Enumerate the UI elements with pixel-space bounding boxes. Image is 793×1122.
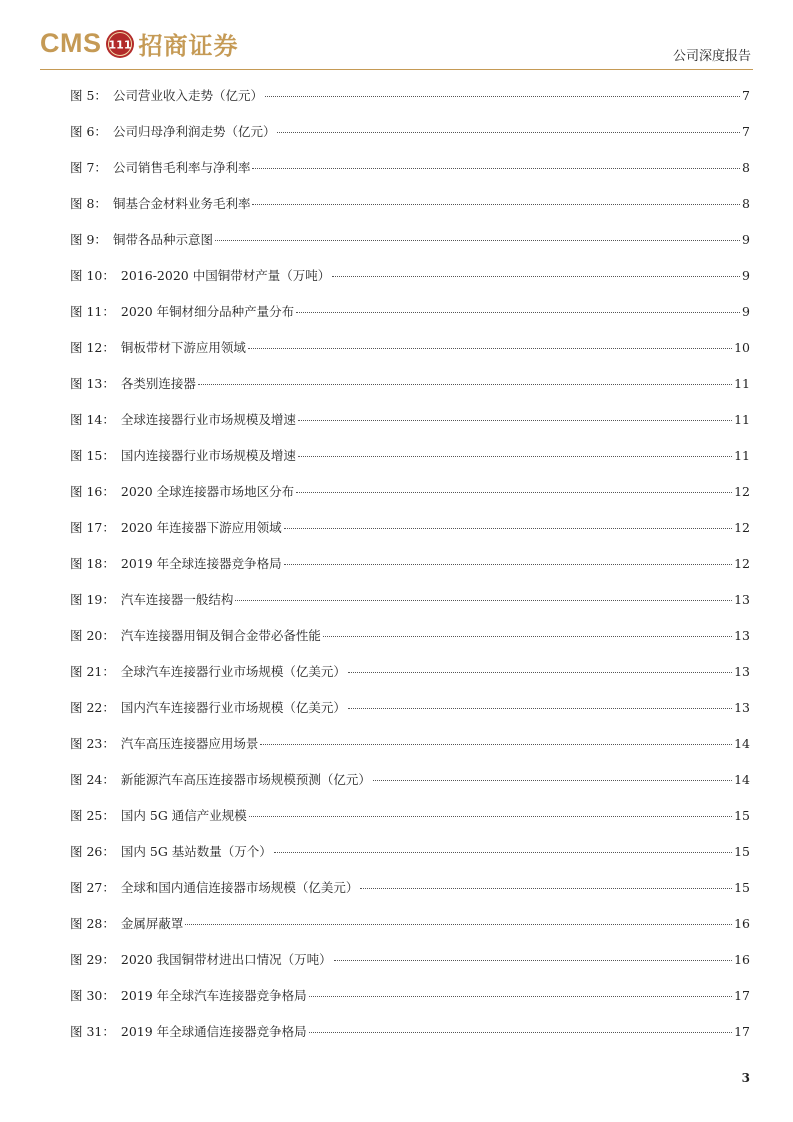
toc-entry[interactable] <box>70 622 750 658</box>
toc-dot-leader <box>323 635 732 637</box>
toc-figure-title: 2020 我国铜带材进出口情况（万吨） <box>120 952 332 967</box>
toc-entry[interactable] <box>70 298 750 334</box>
toc-figure-title: 各类别连接器 <box>120 376 196 391</box>
toc-figure-title: 全球连接器行业市场规模及增速 <box>120 412 296 427</box>
toc-entry[interactable] <box>70 370 750 406</box>
toc-entry[interactable] <box>70 514 750 550</box>
toc-dot-leader <box>252 167 740 169</box>
toc-figure-title: 汽车高压连接器应用场景 <box>120 736 259 751</box>
toc-page-number: 13 <box>734 664 750 679</box>
toc-entry[interactable] <box>70 802 750 838</box>
toc-figure-title: 铜带各品种示意图 <box>112 232 213 247</box>
toc-figure-title: 2019 年全球汽车连接器竞争格局 <box>120 988 307 1003</box>
logo-emblem-icon <box>105 29 135 59</box>
toc-page-number: 9 <box>742 304 750 319</box>
toc-entry[interactable] <box>70 694 750 730</box>
header-divider <box>40 69 753 70</box>
toc-page-number: 12 <box>734 556 750 571</box>
toc-figure-number: 图 9： <box>70 232 107 247</box>
toc-dot-leader <box>215 239 740 241</box>
toc-figure-number: 图 28： <box>70 916 115 931</box>
toc-figure-number: 图 23： <box>70 736 115 751</box>
toc-entry[interactable] <box>70 874 750 910</box>
toc-figure-title: 公司归母净利润走势（亿元） <box>112 124 276 139</box>
toc-figure-title: 汽车连接器用铜及铜合金带必备性能 <box>120 628 321 643</box>
toc-figure-title: 2020 全球连接器市场地区分布 <box>120 484 295 499</box>
toc-dot-leader <box>298 455 732 457</box>
toc-figure-title: 国内 5G 基站数量（万个） <box>120 844 272 859</box>
toc-dot-leader <box>248 347 732 349</box>
toc-figure-title: 2020 年连接器下游应用领域 <box>120 520 282 535</box>
toc-figure-number: 图 22： <box>70 700 115 715</box>
toc-figure-number: 图 21： <box>70 664 115 679</box>
toc-figure-number: 图 30： <box>70 988 115 1003</box>
toc-dot-leader <box>373 779 732 781</box>
toc-dot-leader <box>274 851 732 853</box>
toc-figure-number: 图 15： <box>70 448 115 463</box>
toc-dot-leader <box>198 383 732 385</box>
toc-dot-leader <box>296 491 732 493</box>
toc-figure-number: 图 26： <box>70 844 115 859</box>
toc-entry[interactable] <box>70 658 750 694</box>
toc-figure-title: 2019 年全球连接器竞争格局 <box>120 556 282 571</box>
toc-figure-number: 图 16： <box>70 484 115 499</box>
toc-figure-title: 2019 年全球通信连接器竞争格局 <box>120 1024 307 1039</box>
toc-page-number: 13 <box>734 628 750 643</box>
toc-figure-title: 铜板带材下游应用领域 <box>120 340 246 355</box>
toc-page-number: 8 <box>742 196 750 211</box>
toc-entry[interactable] <box>70 478 750 514</box>
toc-figure-title: 新能源汽车高压连接器市场规模预测（亿元） <box>120 772 371 787</box>
toc-dot-leader <box>332 275 740 277</box>
toc-figure-title: 2016-2020 中国铜带材产量（万吨） <box>120 268 331 283</box>
toc-figure-title: 全球汽车连接器行业市场规模（亿美元） <box>120 664 346 679</box>
toc-figure-number: 图 14： <box>70 412 115 427</box>
toc-page-number: 8 <box>742 160 750 175</box>
toc-dot-leader <box>185 923 732 925</box>
toc-page-number: 15 <box>734 844 750 859</box>
toc-entry[interactable] <box>70 586 750 622</box>
toc-dot-leader <box>334 959 732 961</box>
toc-figure-number: 图 24： <box>70 772 115 787</box>
toc-figure-number: 图 29： <box>70 952 115 967</box>
toc-figure-title: 国内连接器行业市场规模及增速 <box>120 448 296 463</box>
toc-dot-leader <box>284 527 732 529</box>
toc-dot-leader <box>249 815 732 817</box>
toc-dot-leader <box>235 599 732 601</box>
toc-page-number: 13 <box>734 700 750 715</box>
logo-cms-text: CMS <box>40 28 102 58</box>
toc-page-number: 9 <box>742 268 750 283</box>
toc-figure-number: 图 8： <box>70 196 107 211</box>
logo-chinese-name: 招商证券 <box>138 32 239 60</box>
toc-page-number: 11 <box>734 412 750 427</box>
toc-figure-number: 图 31： <box>70 1024 115 1039</box>
toc-figure-title: 汽车连接器一般结构 <box>120 592 234 607</box>
toc-page-number: 7 <box>742 88 750 103</box>
toc-entry[interactable] <box>70 442 750 478</box>
toc-dot-leader <box>265 95 740 97</box>
toc-dot-leader <box>309 995 732 997</box>
toc-figure-number: 图 18： <box>70 556 115 571</box>
toc-figure-number: 图 12： <box>70 340 115 355</box>
toc-entry[interactable] <box>70 82 750 118</box>
toc-dot-leader <box>309 1031 732 1033</box>
toc-dot-leader <box>260 743 732 745</box>
toc-entry[interactable] <box>70 766 750 802</box>
toc-dot-leader <box>252 203 740 205</box>
toc-page-number: 13 <box>734 592 750 607</box>
toc-figure-number: 图 10： <box>70 268 115 283</box>
toc-page-number: 11 <box>734 448 750 463</box>
toc-figure-number: 图 5： <box>70 88 107 103</box>
toc-dot-leader <box>296 311 740 313</box>
page-number: 3 <box>741 1071 750 1085</box>
figure-index <box>70 82 750 1054</box>
toc-page-number: 16 <box>734 952 750 967</box>
toc-figure-number: 图 7： <box>70 160 107 175</box>
toc-figure-number: 图 13： <box>70 376 115 391</box>
toc-entry[interactable] <box>70 226 750 262</box>
page-header <box>0 0 793 72</box>
toc-figure-title: 公司销售毛利率与净利率 <box>112 160 251 175</box>
toc-entry[interactable] <box>70 154 750 190</box>
toc-figure-title: 公司营业收入走势（亿元） <box>112 88 263 103</box>
toc-entry[interactable] <box>70 118 750 154</box>
toc-entry[interactable] <box>70 406 750 442</box>
toc-entry[interactable] <box>70 730 750 766</box>
toc-page-number: 14 <box>734 736 750 751</box>
toc-page-number: 14 <box>734 772 750 787</box>
toc-page-number: 15 <box>734 880 750 895</box>
toc-page-number: 7 <box>742 124 750 139</box>
toc-figure-title: 国内 5G 通信产业规模 <box>120 808 247 823</box>
toc-entry[interactable] <box>70 946 750 982</box>
toc-page-number: 17 <box>734 988 750 1003</box>
toc-figure-title: 全球和国内通信连接器市场规模（亿美元） <box>120 880 359 895</box>
toc-dot-leader <box>277 131 740 133</box>
toc-entry[interactable] <box>70 550 750 586</box>
toc-page-number: 11 <box>734 376 750 391</box>
logo-emblem-text: 111 <box>108 38 131 51</box>
toc-page-number: 17 <box>734 1024 750 1039</box>
toc-figure-number: 图 19： <box>70 592 115 607</box>
toc-page-number: 15 <box>734 808 750 823</box>
toc-entry[interactable] <box>70 334 750 370</box>
toc-figure-title: 铜基合金材料业务毛利率 <box>112 196 251 211</box>
toc-figure-title: 国内汽车连接器行业市场规模（亿美元） <box>120 700 346 715</box>
toc-dot-leader <box>298 419 732 421</box>
toc-figure-number: 图 27： <box>70 880 115 895</box>
toc-entry[interactable] <box>70 982 750 1018</box>
toc-entry[interactable] <box>70 1018 750 1054</box>
toc-figure-title: 金属屏蔽罩 <box>120 916 184 931</box>
toc-page-number: 10 <box>734 340 750 355</box>
toc-page-number: 12 <box>734 520 750 535</box>
toc-dot-leader <box>360 887 732 889</box>
toc-figure-number: 图 20： <box>70 628 115 643</box>
report-type-label: 公司深度报告 <box>672 49 751 64</box>
toc-dot-leader <box>348 707 732 709</box>
toc-entry[interactable] <box>70 262 750 298</box>
toc-page-number: 16 <box>734 916 750 931</box>
toc-figure-title: 2020 年铜材细分品种产量分布 <box>120 304 295 319</box>
toc-page-number: 12 <box>734 484 750 499</box>
toc-page-number: 9 <box>742 232 750 247</box>
toc-figure-number: 图 11： <box>70 304 115 319</box>
toc-figure-number: 图 17： <box>70 520 115 535</box>
toc-entry[interactable] <box>70 190 750 226</box>
toc-figure-number: 图 6： <box>70 124 107 139</box>
toc-entry[interactable] <box>70 910 750 946</box>
toc-entry[interactable] <box>70 838 750 874</box>
toc-figure-number: 图 25： <box>70 808 115 823</box>
toc-dot-leader <box>284 563 732 565</box>
toc-dot-leader <box>348 671 732 673</box>
company-logo <box>40 26 239 61</box>
